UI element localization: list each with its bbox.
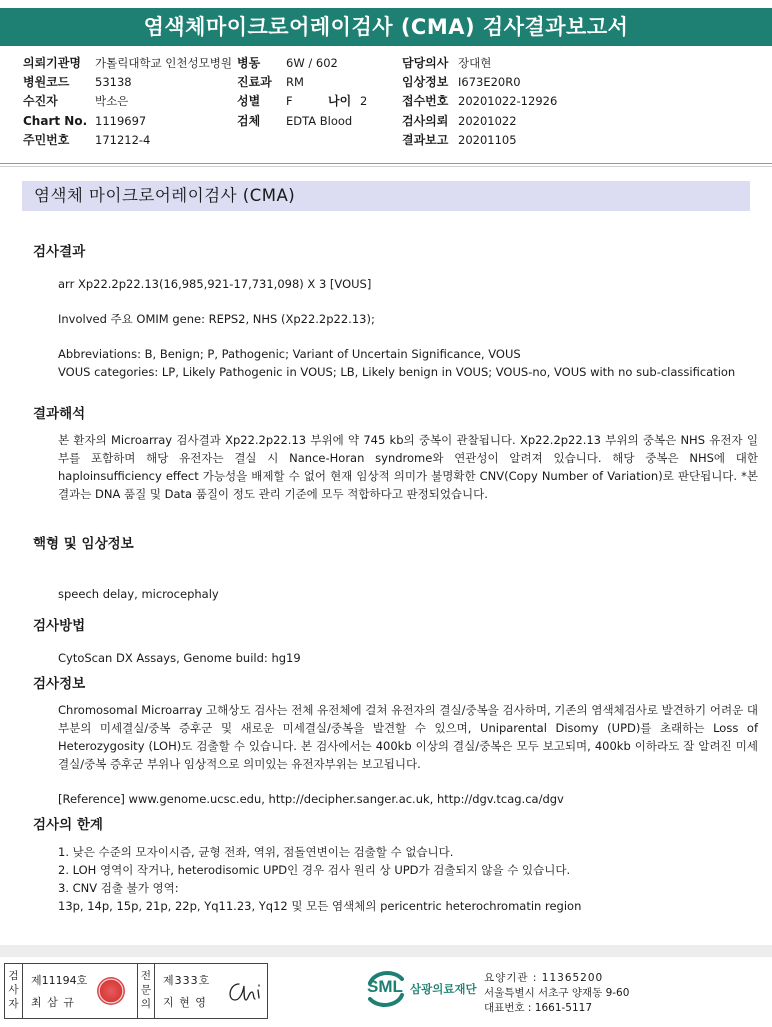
footer-separator <box>0 945 772 957</box>
logo-text: SML <box>367 977 403 996</box>
interpretation-heading: 결과해석 <box>33 406 86 422</box>
method-heading: 검사방법 <box>33 618 86 634</box>
specialist-name: 지 현 영 <box>163 996 207 1009</box>
examiner-license-no: 제11194호 <box>31 974 88 987</box>
test-info-heading: 검사정보 <box>33 676 86 692</box>
result-line-vous: VOUS categories: LP, Likely Pathogenic in VOUS; LB, Likely benign in VOUS; VOUS-no, VOUS with no sub-classification <box>58 365 736 379</box>
limits-item: 2. LOH 영역이 작거나, heterodisomic UPD인 경우 검사 원리 상 UPD가 검출되지 않을 수 있습니다. <box>58 863 571 877</box>
reference-line: [Reference] www.genome.ucsc.edu, http://decipher.sanger.ac.uk, http://dgv.tcag.ca/dgv <box>58 792 564 806</box>
report-title: 염색체마이크로어레이검사 (CMA) 검사결과보고서 <box>0 8 772 46</box>
divider <box>0 163 772 164</box>
institution-value: 가톨릭대학교 인천성모병원 <box>95 56 232 70</box>
examiner-seal-stamp <box>97 977 125 1005</box>
limits-item: 1. 낮은 수준의 모자이시즘, 균형 전좌, 역위, 점돌연변이는 검출할 수 없습니다. <box>58 845 454 859</box>
phone-number: 대표번호 : 1661-5117 <box>484 1002 593 1014</box>
method-text: CytoScan DX Assays, Genome build: hg19 <box>58 651 301 665</box>
examiner-name: 최 삼 규 <box>31 996 75 1009</box>
institution-code: 요양기관 : 11365200 <box>484 972 604 984</box>
age-label: 나이 <box>328 94 352 108</box>
sex-label: 성별 <box>237 94 261 108</box>
resident-no-label: 주민번호 <box>23 133 70 147</box>
section-title: 염색체 마이크로어레이검사 (CMA) <box>22 181 750 211</box>
karyotype-heading: 핵형 및 임상정보 <box>33 536 134 552</box>
hospital-code-value: 53138 <box>95 75 132 89</box>
ward-value: 6W / 602 <box>286 56 338 70</box>
result-heading: 검사결과 <box>33 244 86 260</box>
limits-heading: 검사의 한계 <box>33 817 103 833</box>
resident-no-value: 171212-4 <box>95 133 151 147</box>
interpretation-text: 본 환자의 Microarray 검사결과 Xp22.2p22.13 부위에 약 745 kb의 중복이 관찰됩니다. Xp22.2p22.13 부위의 중복은 NHS 유전자 일부를 포함하며 해당 유전자는 결실 시 Nance-Horan syndrome와 연관성이 알려져 있습니다. 해당 중복은 NHS에 대한 haploinsufficiency effect 가능성을 배제할 수 없어 현재 임상적 의미가 불명확한 CNV(Copy Number of Variation)로 판단됩니다. *본 결과는 DNA 품질 및 Data 품질이 정도 관리 기준에 모두 적합하다고 판정되었습니다. <box>58 433 758 501</box>
patient-info-block <box>0 54 772 162</box>
dept-label: 진료과 <box>237 75 272 89</box>
divider <box>0 166 772 167</box>
requester-value: 박소은 <box>95 94 129 108</box>
sex-value: F <box>286 94 293 108</box>
specialist-license-no: 제333호 <box>163 974 211 987</box>
org-name: 삼광의료재단 <box>410 982 477 996</box>
result-line-gene: Involved 주요 OMIM gene: REPS2, NHS (Xp22.2p22.13); <box>58 312 375 326</box>
specimen-label: 검체 <box>237 114 261 128</box>
signature-box <box>4 963 268 1019</box>
institution-label: 의뢰기관명 <box>23 56 81 70</box>
hospital-code-label: 병원코드 <box>23 75 70 89</box>
footer <box>0 957 772 1027</box>
chart-no-value: 1119697 <box>95 114 147 128</box>
dept-value: RM <box>286 75 304 89</box>
receipt-value: 20201022-12926 <box>458 94 558 108</box>
chart-no-label: Chart No. <box>23 114 88 128</box>
report-date-label: 결과보고 <box>402 133 449 147</box>
limits-item: 13p, 14p, 15p, 21p, 22p, Yq11.23, Yq12 및 모든 염색체의 pericentric heterochromatin region <box>58 899 582 913</box>
doctor-label: 담당의사 <box>402 56 449 70</box>
sml-logo <box>364 967 494 1011</box>
report-date-value: 20201105 <box>458 133 517 147</box>
request-date-label: 검사의뢰 <box>402 114 449 128</box>
ward-label: 병동 <box>237 56 261 70</box>
receipt-label: 접수번호 <box>402 94 449 108</box>
karyotype-text: speech delay, microcephaly <box>58 587 219 601</box>
clinical-label: 임상정보 <box>402 75 449 89</box>
result-line-abbreviations: Abbreviations: B, Benign; P, Pathogenic; Variant of Uncertain Significance, VOUS <box>58 347 521 361</box>
doctor-value: 장대현 <box>458 56 492 70</box>
handwritten-signature <box>225 978 263 1006</box>
address: 서울특별시 서초구 양재동 9-60 <box>484 987 630 999</box>
test-info-text: Chromosomal Microarray 고해상도 검사는 전체 유전체에 걸쳐 유전자의 결실/중복을 검사하며, 기존의 염색체검사로 발견하기 어려운 대부분의 미세결실/중복 증후군 및 새로운 미세결실/중복을 발견할 수 있으며, Uniparental Disomy (UPD)를 초래하는 Loss of Heterozygosity (LOH)도 검출할 수 있습니다. 본 검사에서는 400kb 이상의 결실/중복은 모두 보고되며, 400kb 이하라도 잘 알려진 미세결실/중복 증후군 부위나 임상적으로 의미있는 유전자부위는 보고됩니다. <box>58 703 758 771</box>
specialist-label: 전문의 <box>137 964 155 1018</box>
result-line-arr: arr Xp22.2p22.13(16,985,921-17,731,098) X 3 [VOUS] <box>58 277 372 291</box>
clinical-value: I673E20R0 <box>458 75 521 89</box>
specimen-value: EDTA Blood <box>286 114 353 128</box>
requester-label: 수진자 <box>23 94 58 108</box>
age-value: 2 <box>360 94 368 108</box>
request-date-value: 20201022 <box>458 114 517 128</box>
limits-item: 3. CNV 검출 불가 영역: <box>58 881 179 895</box>
examiner-label: 검사자 <box>5 964 23 1018</box>
